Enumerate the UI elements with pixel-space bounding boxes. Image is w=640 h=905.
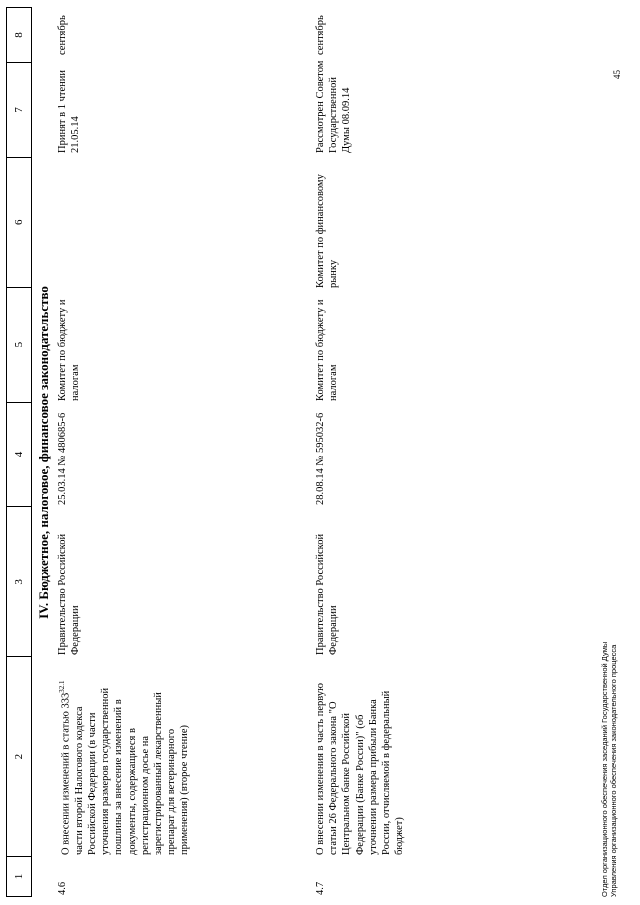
row-number: 4.6 (57, 881, 68, 895)
initiator: Правительство Российской Федерации (315, 533, 340, 655)
column-header-8: 8 (7, 8, 31, 63)
bill-title-text: О внесении изменений в статью 333 (60, 692, 72, 855)
planned-month: сентябрь (315, 15, 326, 55)
bill-title-superscript: 32.1 (58, 680, 66, 693)
page-number: 45 (612, 70, 622, 79)
column-header-2: 2 (7, 657, 31, 857)
section-title: IV. Бюджетное, налоговое, финансовое законодательство (36, 286, 51, 619)
bill-status: Принят в 1 чтении 21.05.14 (57, 70, 82, 153)
bill-status: Рассмотрен Советом Государственной Думы 08.09.14 (315, 60, 353, 153)
column-header-row (6, 7, 32, 897)
bill-title (56, 669, 192, 855)
bill-title: О внесении изменения в часть первую статьи 26 Федерального закона "О Центральном банке Российской Федерации (Банке России)" (об уточнении размера прибыли Банка России, отчисляемой в федеральный бюджет) (315, 683, 406, 855)
column-header-7: 7 (7, 63, 31, 158)
date-and-number: 28.08.14 № 595032-6 (315, 412, 326, 505)
planned-month: сентябрь (57, 15, 68, 55)
column-header-6: 6 (7, 158, 31, 288)
footnote-line-1: Отдел организационного обеспечения заседаний Государственной Думы (600, 641, 609, 897)
column-header-4: 4 (7, 403, 31, 508)
column-header-3: 3 (7, 507, 31, 657)
responsible-committee: Комитет по бюджету и налогам (57, 299, 82, 401)
co-executor-committee: Комитет по финансовому рынку (315, 174, 340, 288)
row-number: 4.7 (315, 881, 326, 895)
column-header-5: 5 (7, 288, 31, 403)
date-and-number: 25.03.14 № 480685-6 (57, 412, 68, 505)
column-header-1: 1 (7, 857, 31, 897)
initiator: Правительство Российской Федерации (57, 533, 82, 655)
responsible-committee: Комитет по бюджету и налогам (315, 299, 340, 401)
footnote (600, 642, 618, 897)
footnote-line-2: Управления организационного обеспечения законодательного процесса (609, 644, 618, 897)
bill-title-text-continued: части второй Налогового кодекса Российской Федерации (в части уточнения размеров государственной пошлины за внесение изменений в документы, содержащиеся в регистрационном досье на зарегистрированный лекарственный препарат для ветеринарного применения) (второе чтение) (73, 687, 191, 855)
